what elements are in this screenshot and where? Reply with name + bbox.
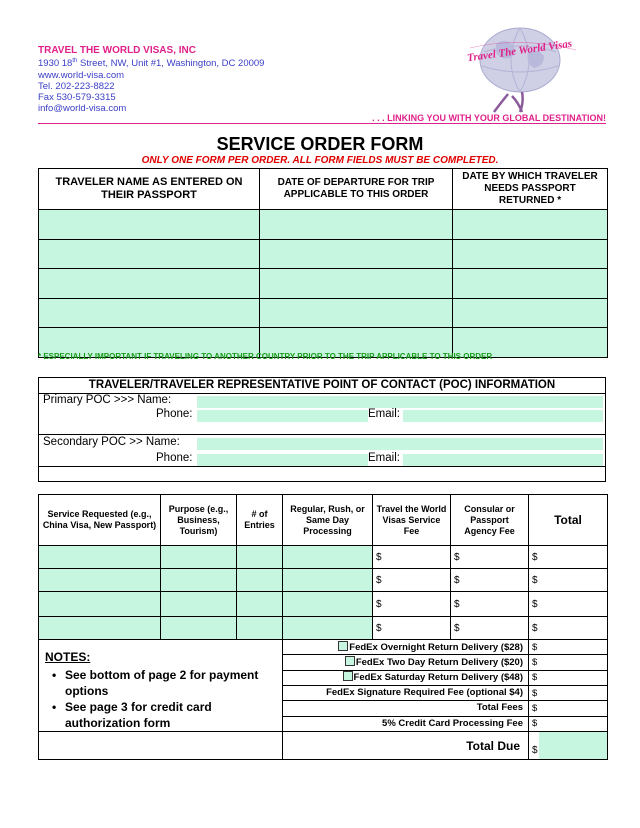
- consular-fee-header: Consular or Passport Agency Fee: [451, 495, 529, 546]
- total-fees-label: Total Fees: [283, 701, 529, 716]
- departure-date-input[interactable]: [260, 210, 453, 240]
- fedex-saturday-row: FedEx Saturday Return Delivery ($48): [283, 670, 529, 685]
- fedex-overnight-checkbox[interactable]: [338, 641, 348, 651]
- total-fees-amount[interactable]: $: [529, 701, 608, 716]
- notes-title: NOTES:: [45, 650, 91, 664]
- total-header: Total: [529, 495, 608, 546]
- secondary-poc-email-label: Email:: [368, 452, 400, 464]
- primary-poc-phone-input[interactable]: [197, 410, 368, 422]
- table-row: [39, 569, 608, 592]
- primary-poc-phone-label: Phone:: [156, 408, 193, 420]
- row-total-input[interactable]: $: [529, 592, 608, 617]
- header-divider: [38, 123, 606, 124]
- entries-input[interactable]: [237, 569, 283, 592]
- note-payment-options: • See bottom of page 2 for payment options: [45, 667, 276, 699]
- purpose-input[interactable]: [161, 617, 237, 640]
- fedex-two-day-checkbox[interactable]: [345, 656, 355, 666]
- globe-logo-icon: [450, 22, 580, 117]
- departure-date-input[interactable]: [260, 239, 453, 269]
- service-requested-input[interactable]: [39, 617, 161, 640]
- passport-return-note: * ESPECIALLY IMPORTANT IF TRAVELING TO ANOTHER COUNTRY PRIOR TO THE TRIP APPLICABLE TO THIS ORDER: [38, 352, 493, 361]
- service-requested-input[interactable]: [39, 546, 161, 569]
- service-fee-input[interactable]: $: [373, 617, 451, 640]
- row-total-input[interactable]: $: [529, 617, 608, 640]
- traveler-name-input[interactable]: [39, 269, 260, 299]
- table-row: [39, 210, 608, 240]
- company-address: 1930 18th Street, NW, Unit #1, Washington, DC 20009: [38, 58, 265, 70]
- entries-input[interactable]: [237, 592, 283, 617]
- total-due-amount[interactable]: $: [529, 732, 608, 760]
- company-tagline: . . . LINKING YOU WITH YOUR GLOBAL DESTINATION!: [330, 113, 606, 123]
- form-instructions: ONLY ONE FORM PER ORDER. ALL FORM FIELDS MUST BE COMPLETED.: [141, 155, 499, 166]
- fedex-saturday-amount[interactable]: $: [529, 670, 608, 685]
- svg-text:Travel The World Visas: Travel The World Visas: [466, 37, 573, 65]
- service-fee-input[interactable]: $: [373, 592, 451, 617]
- cc-processing-amount[interactable]: $: [529, 716, 608, 731]
- cc-processing-label: 5% Credit Card Processing Fee: [283, 716, 529, 731]
- return-date-input[interactable]: [453, 269, 608, 299]
- row-total-input[interactable]: $: [529, 546, 608, 569]
- processing-input[interactable]: [283, 617, 373, 640]
- return-date-input[interactable]: [453, 210, 608, 240]
- processing-header: Regular, Rush, or Same Day Processing: [283, 495, 373, 546]
- fedex-signature-label: FedEx Signature Required Fee (optional $4): [283, 685, 529, 700]
- traveler-name-input[interactable]: [39, 298, 260, 328]
- service-requested-input[interactable]: [39, 569, 161, 592]
- company-website[interactable]: www.world-visa.com: [38, 70, 125, 81]
- traveler-name-input[interactable]: [39, 210, 260, 240]
- company-phone: Tel. 202-223-8822: [38, 81, 115, 92]
- table-row: [39, 592, 608, 617]
- secondary-poc-phone-label: Phone:: [156, 452, 193, 464]
- table-row: [39, 617, 608, 640]
- consular-fee-input[interactable]: $: [451, 617, 529, 640]
- service-requested-header: Service Requested (e.g., China Visa, New Passport): [39, 495, 161, 546]
- primary-poc-email-input[interactable]: [403, 410, 603, 422]
- company-fax: Fax 530-579-3315: [38, 92, 116, 103]
- purpose-input[interactable]: [161, 592, 237, 617]
- processing-input[interactable]: [283, 546, 373, 569]
- secondary-poc-email-input[interactable]: [403, 454, 603, 466]
- secondary-poc-phone-input[interactable]: [197, 454, 368, 466]
- notes-section: [39, 640, 283, 732]
- entries-input[interactable]: [237, 617, 283, 640]
- departure-date-input[interactable]: [260, 298, 453, 328]
- notes-spacer: [39, 732, 283, 760]
- company-name: TRAVEL THE WORLD VISAS, INC: [38, 45, 196, 56]
- consular-fee-input[interactable]: $: [451, 592, 529, 617]
- entries-input[interactable]: [237, 546, 283, 569]
- traveler-name-input[interactable]: [39, 239, 260, 269]
- poc-divider: [39, 466, 605, 467]
- page-title: SERVICE ORDER FORM: [216, 134, 424, 154]
- return-date-input[interactable]: [453, 298, 608, 328]
- departure-date-input[interactable]: [260, 269, 453, 299]
- fedex-two-day-amount[interactable]: $: [529, 655, 608, 670]
- table-row: [39, 298, 608, 328]
- primary-poc-name-label: Primary POC >>> Name:: [43, 394, 172, 406]
- processing-input[interactable]: [283, 592, 373, 617]
- primary-poc-name-input[interactable]: [197, 396, 603, 408]
- service-fee-input[interactable]: $: [373, 569, 451, 592]
- return-date-header: DATE BY WHICH TRAVELER NEEDS PASSPORT RETURNED *: [453, 169, 608, 210]
- fedex-saturday-checkbox[interactable]: [343, 671, 353, 681]
- service-fee-header: Travel the World Visas Service Fee: [373, 495, 451, 546]
- fedex-two-day-row: FedEx Two Day Return Delivery ($20): [283, 655, 529, 670]
- return-date-input[interactable]: [453, 239, 608, 269]
- consular-fee-input[interactable]: $: [451, 569, 529, 592]
- poc-title: TRAVELER/TRAVELER REPRESENTATIVE POINT OF CONTACT (POC) INFORMATION: [39, 378, 605, 394]
- fedex-overnight-row: FedEx Overnight Return Delivery ($28): [283, 640, 529, 655]
- service-requested-input[interactable]: [39, 592, 161, 617]
- purpose-input[interactable]: [161, 569, 237, 592]
- departure-date-header: DATE OF DEPARTURE FOR TRIP APPLICABLE TO THIS ORDER: [260, 169, 453, 210]
- entries-header: # of Entries: [237, 495, 283, 546]
- processing-input[interactable]: [283, 569, 373, 592]
- poc-divider: [39, 434, 605, 435]
- total-due-label: Total Due: [283, 732, 529, 760]
- secondary-poc-name-input[interactable]: [197, 438, 603, 450]
- purpose-header: Purpose (e.g., Business, Tourism): [161, 495, 237, 546]
- table-row: [39, 239, 608, 269]
- traveler-name-header: TRAVELER NAME AS ENTERED ON THEIR PASSPORT: [39, 169, 260, 210]
- poc-section: [38, 377, 606, 482]
- secondary-poc-name-label: Secondary POC >> Name:: [43, 436, 180, 448]
- service-fee-input[interactable]: $: [373, 546, 451, 569]
- company-email[interactable]: info@world-visa.com: [38, 103, 127, 114]
- fedex-overnight-amount[interactable]: $: [529, 640, 608, 655]
- table-row: [39, 546, 608, 569]
- table-row: [39, 269, 608, 299]
- consular-fee-input[interactable]: $: [451, 546, 529, 569]
- purpose-input[interactable]: [161, 546, 237, 569]
- note-credit-card: • See page 3 for credit card authorization form: [45, 699, 276, 731]
- row-total-input[interactable]: $: [529, 569, 608, 592]
- primary-poc-email-label: Email:: [368, 408, 400, 420]
- traveler-table: [38, 168, 608, 358]
- service-table: [38, 494, 608, 760]
- fedex-signature-amount[interactable]: $: [529, 685, 608, 700]
